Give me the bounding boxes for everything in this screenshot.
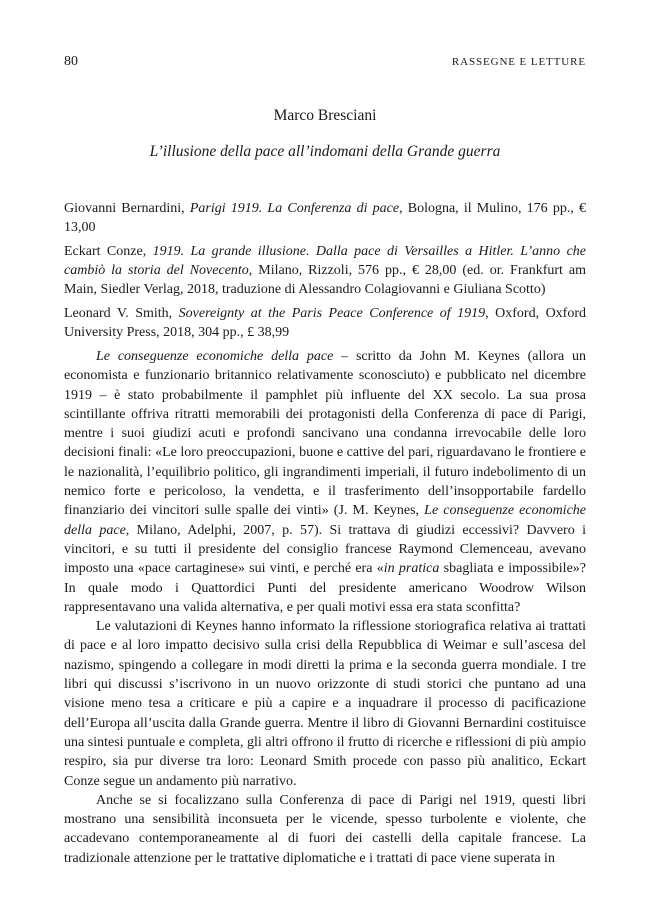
body-paragraph-2: Le valutazioni di Keynes hanno informato la riflessione storiografica relativa ai trattati di pace e al loro impatto decisivo sulla crisi della Repubblica di Weimar e sull’ascesa del nazismo, spingendo a collegare in modi diretti la prima e la seconda guerra mondiale. I tre libri qui discussi s’iscrivono in un nuovo orizzonte di studi storici che puntano ad una visione meno tesa a criticare e più a capire e a inquadrare il processo di pacificazione dell’Europa all’uscita dalla Grande guerra. Mentre il libro di Giovanni Bernardini costituisce una sintesi puntuale e completa, gli altri offrono il frutto di ricerche e riflessioni di più ampio respiro, sia pur diverse tra loro: Leonard Smith procede con passo più analitico, Eckart Conze segue un andamento più narrativo. [64, 619, 586, 789]
paragraph-text: sbagliata e impossibile»? In quale modo i Quattordici Punti del presidente americano Woodrow Wilson rappresentavano una valida alternativa, e per quali motivi essa era stata sconfitta? [64, 561, 586, 615]
italic-book-title: Le conseguenze economiche della pace [96, 349, 334, 364]
article-author: Marco Bresciani [273, 107, 377, 124]
article-title: L’illusione della pace all’indomani della Grande guerra [149, 143, 501, 160]
paragraph-text: , Milano, Adelphi, 2007, p. 57). Si trattava di giudizi eccessivi? Davvero i vincitori, e su tutti il presidente del consiglio francese Raymond Clemenceau, avevano imposto una «pace cartaginese» sui vinti, e perché era « [64, 522, 586, 577]
bib-title: Parigi 1919. La Conferenza di pace [189, 201, 400, 216]
body-paragraph-3: Anche se si focalizzano sulla Conferenza di pace di Parigi nel 1919, questi libri mostrano una sensibilità inconsueta per le vicende, spesso turbolente e violente, che accadevano contemporaneamente al di fuori dei castelli della capitale francese. La tradizionale attenzione per le trattative diplomatiche e i trattati di pace viene superata in [64, 792, 586, 866]
italic-emphasis: in pratica [383, 561, 440, 577]
section-title: RASSEGNE E LETTURE [451, 56, 586, 68]
italic-book-title: Le conseguenze economiche della pace [64, 503, 586, 538]
running-header [64, 54, 586, 70]
bib-details: , Oxford, Oxford University Press, 2018, 304 pp., £ 38,99 [64, 306, 587, 340]
bib-author: Leonard V. Smith, [64, 306, 179, 321]
page-number: 80 [64, 54, 78, 69]
article-body [64, 347, 586, 868]
bib-entry-smith [64, 304, 586, 342]
bib-author: Eckart Conze, [64, 244, 153, 259]
bib-author: Giovanni Bernardini, [64, 201, 190, 216]
bib-details: , Milano, Rizzoli, 576 pp., € 28,00 (ed. or. Frankfurt am Main, Siedler Verlag, 2018, traduzione di Alessandro Colagiovanni e Giuliana Scotto) [64, 263, 586, 297]
bib-entry-bernardini [64, 199, 586, 237]
body-paragraph-1 [64, 347, 586, 617]
reviewed-books [64, 199, 586, 347]
bib-entry-conze [64, 242, 586, 299]
bib-title: 1919. La grande illusione. Dalla pace di Versailles a Hitler. L’anno che cambiò la storia del Novecento [64, 244, 586, 278]
paragraph-text: – scritto da John M. Keynes (allora un economista e funzionario britannico relativamente sconosciuto) e pubblicato nel dicembre 1919 – è stato probabilmente il pamphlet più influente del XX secolo. La sua prosa scintillante offriva ritratti memorabili dei protagonisti della Conferenza di pace di Parigi, mentre i suoi giudizi acuti e profondi sancivano una condanna irrevocabile delle loro decisioni finali: «Le loro preoccupazioni, buone e cattive del pari, riguardavano le frontiere e le nazionalità, l’equilibrio politico, gli ingrandimenti imperiali, il futuro indebolimento di un nemico forte e pericoloso, la vendetta, e il trasferimento dell’insopportabile fardello finanziario dei vincitori sulle spalle dei vinti» (J. M. Keynes, [64, 349, 586, 519]
bib-title: Sovereignty at the Paris Peace Conference of 1919 [178, 306, 486, 321]
bib-details: , Bologna, il Mulino, 176 pp., € 13,00 [64, 201, 586, 235]
